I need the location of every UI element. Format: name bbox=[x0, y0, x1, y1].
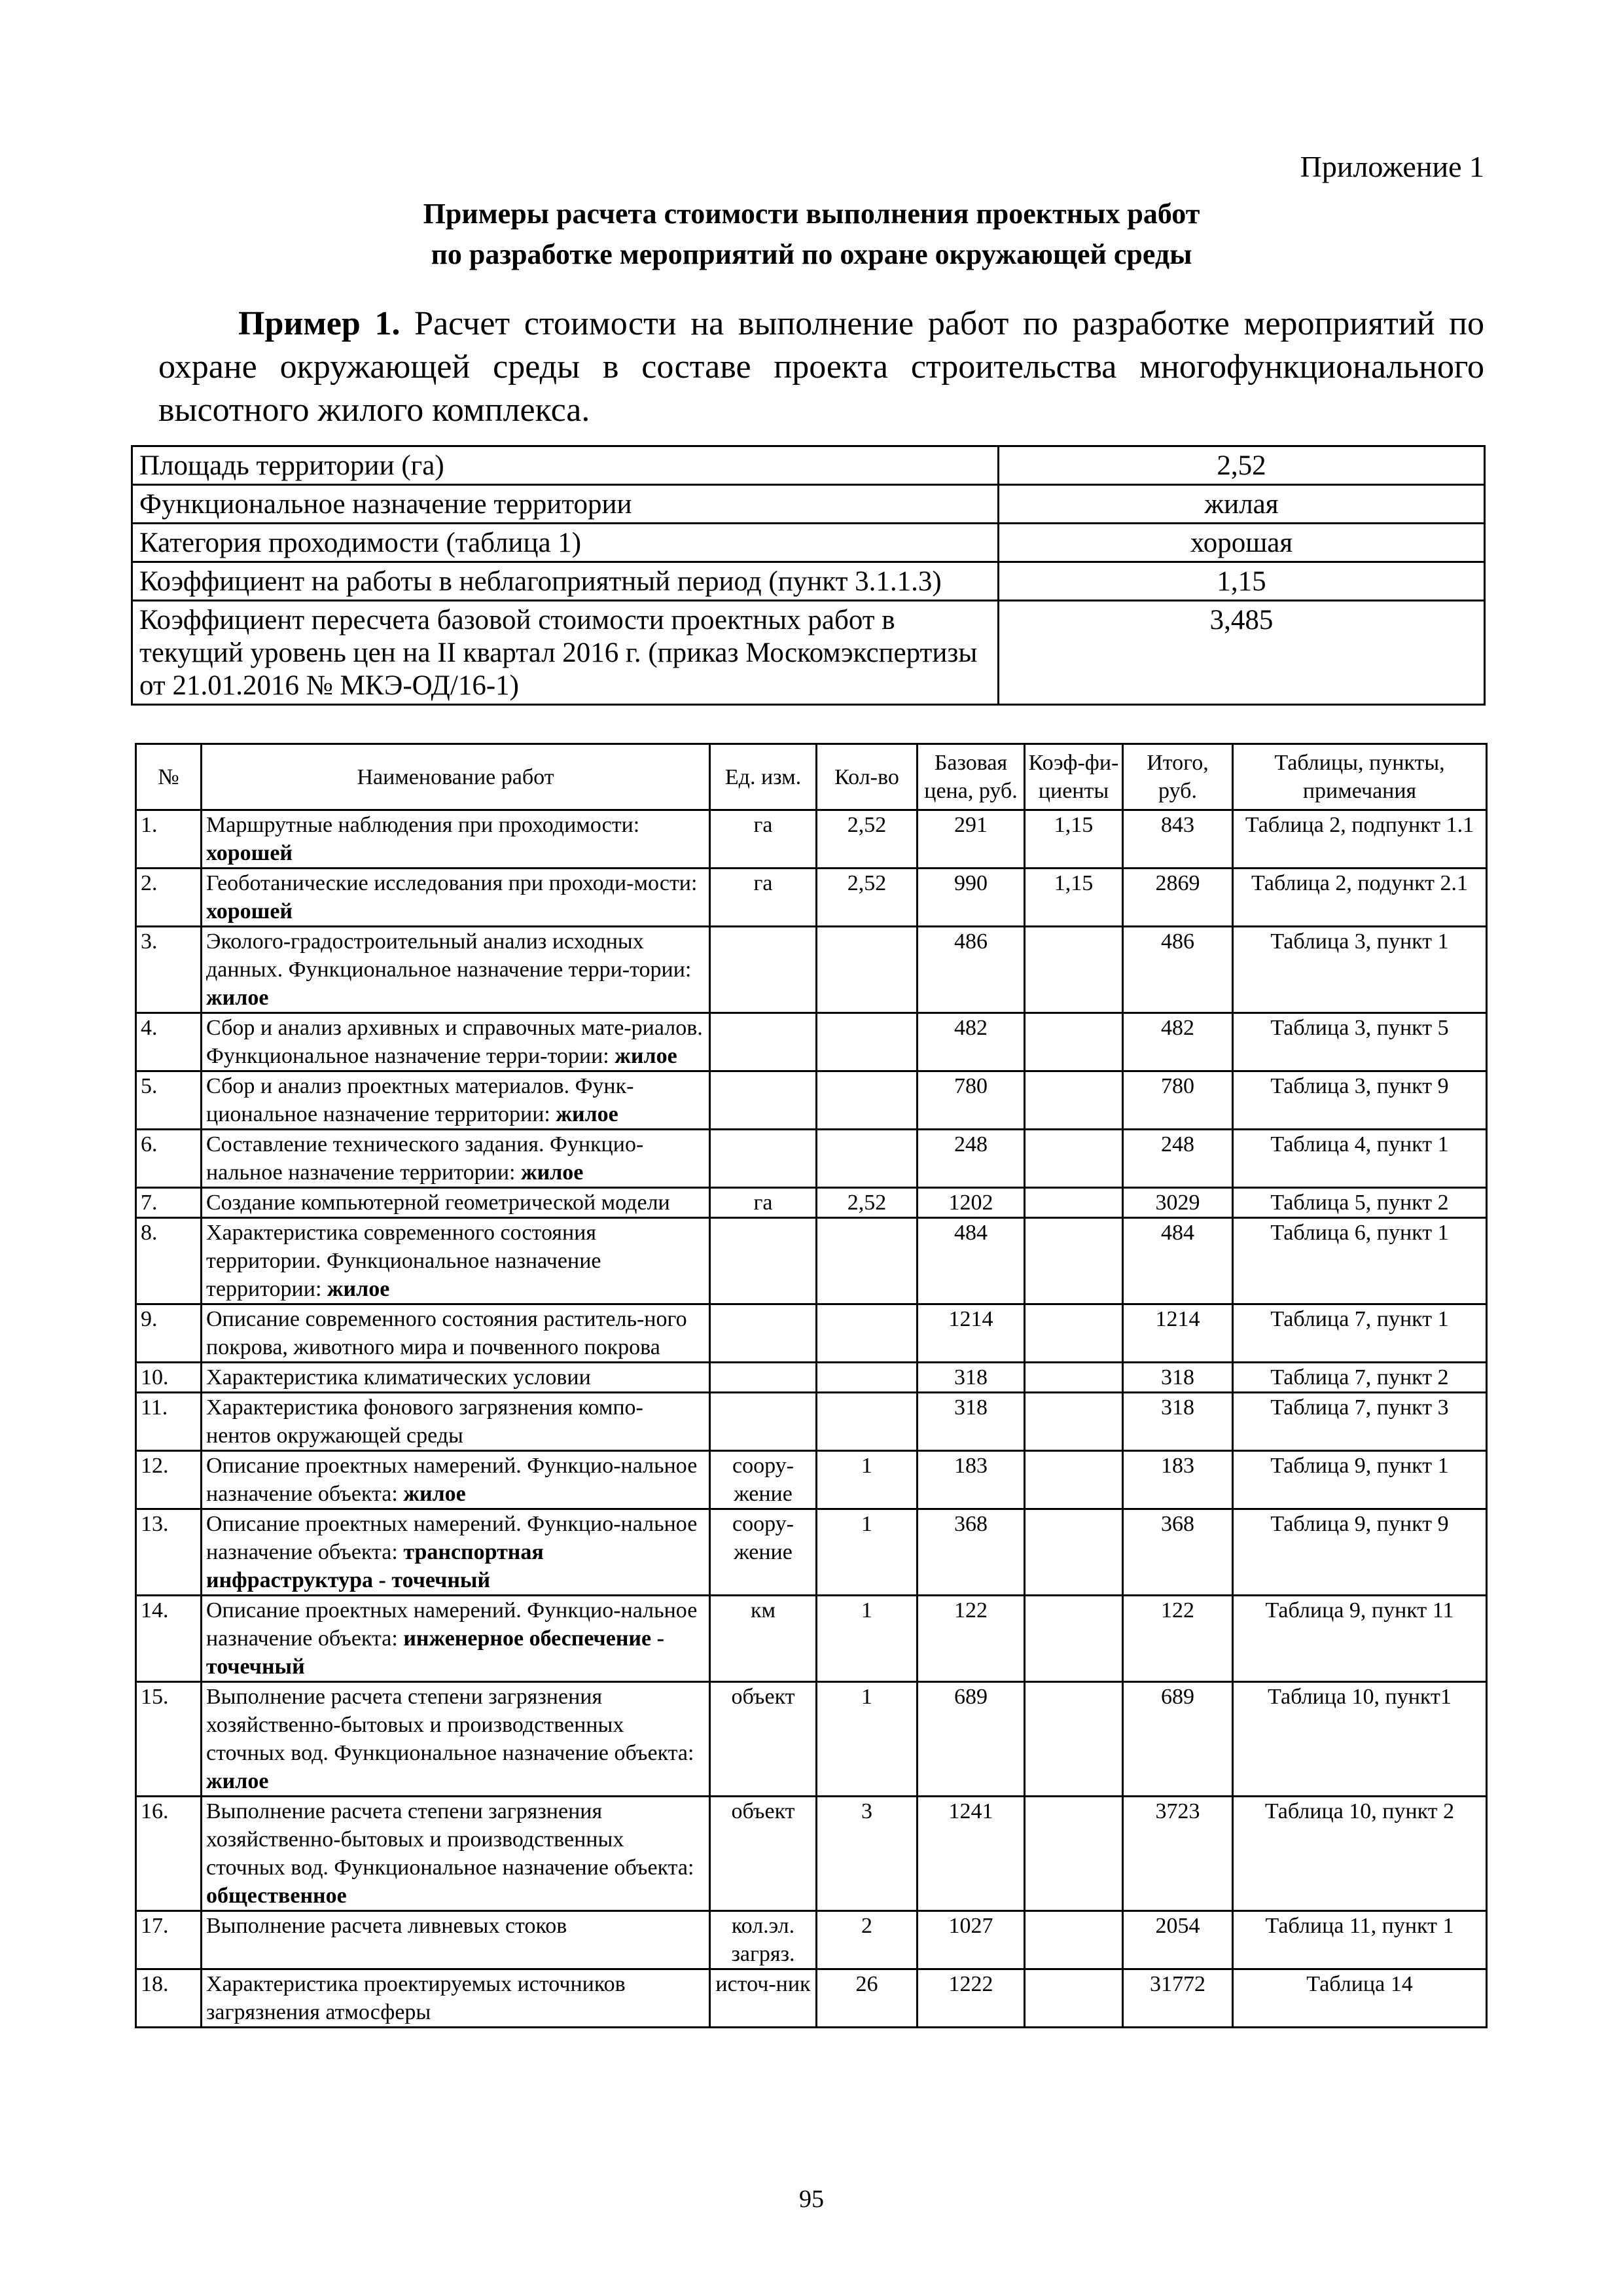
row-num: 13. bbox=[136, 1509, 202, 1596]
work-name-text: Маршрутные наблюдения при проходимости: bbox=[206, 813, 640, 837]
work-name-text: Характеристика современного состояния территории. Функциональное назначение территории: bbox=[206, 1221, 601, 1301]
work-name-emphasis: жилое bbox=[615, 1044, 677, 1068]
parameter-row bbox=[132, 485, 1485, 524]
work-name-text: Описание проектных намерений. Функцио-нальное назначение объекта: bbox=[206, 1598, 698, 1651]
row-coefficient bbox=[1025, 1130, 1123, 1188]
work-name-emphasis: общественное bbox=[206, 1884, 347, 1908]
row-base-price: 482 bbox=[918, 1013, 1025, 1071]
row-name bbox=[202, 1911, 710, 1969]
row-reference: Таблица 10, пункт 2 bbox=[1233, 1797, 1487, 1911]
work-name-emphasis: жилое bbox=[403, 1482, 466, 1506]
work-name-text: Выполнение расчета ливневых стоков bbox=[206, 1914, 567, 1938]
row-unit bbox=[710, 1393, 817, 1451]
row-name bbox=[202, 927, 710, 1013]
row-num: 9. bbox=[136, 1304, 202, 1363]
row-coefficient: 1,15 bbox=[1025, 810, 1123, 869]
row-qty: 26 bbox=[817, 1969, 918, 2028]
work-name-emphasis: жилое bbox=[206, 986, 269, 1010]
header-references: Таблицы, пункты, примечания bbox=[1233, 744, 1487, 810]
row-total: 2054 bbox=[1123, 1911, 1233, 1969]
table-row bbox=[136, 1013, 1487, 1071]
row-total: 780 bbox=[1123, 1071, 1233, 1130]
row-num: 6. bbox=[136, 1130, 202, 1188]
row-qty bbox=[817, 1013, 918, 1071]
work-name-emphasis: транспортная инфраструктура - точечный bbox=[206, 1540, 544, 1592]
row-coefficient bbox=[1025, 1596, 1123, 1682]
row-base-price: 486 bbox=[918, 927, 1025, 1013]
page-number: 95 bbox=[799, 2185, 824, 2213]
row-coefficient bbox=[1025, 1188, 1123, 1218]
row-total: 2869 bbox=[1123, 869, 1233, 927]
row-reference: Таблица 9, пункт 11 bbox=[1233, 1596, 1487, 1682]
row-qty: 1 bbox=[817, 1451, 918, 1509]
row-base-price: 1202 bbox=[918, 1188, 1025, 1218]
parameter-label: Функциональное назначение территории bbox=[132, 485, 999, 524]
row-qty bbox=[817, 1130, 918, 1188]
work-name-emphasis: жилое bbox=[206, 1769, 269, 1793]
row-base-price: 1222 bbox=[918, 1969, 1025, 2028]
row-total: 843 bbox=[1123, 810, 1233, 869]
row-name bbox=[202, 1013, 710, 1071]
table-row bbox=[136, 810, 1487, 869]
row-name bbox=[202, 1188, 710, 1218]
row-unit: объект bbox=[710, 1797, 817, 1911]
row-num: 1. bbox=[136, 810, 202, 869]
row-coefficient bbox=[1025, 1013, 1123, 1071]
row-reference: Таблица 10, пункт1 bbox=[1233, 1682, 1487, 1797]
row-num: 14. bbox=[136, 1596, 202, 1682]
table-row bbox=[136, 1188, 1487, 1218]
row-qty: 2 bbox=[817, 1911, 918, 1969]
title-line-1: Примеры расчета стоимости выполнения проектных работ bbox=[423, 198, 1200, 230]
work-name-emphasis: инженерное обеспечение - точечный bbox=[206, 1626, 664, 1679]
row-base-price: 318 bbox=[918, 1363, 1025, 1393]
row-total: 368 bbox=[1123, 1509, 1233, 1596]
row-base-price: 122 bbox=[918, 1596, 1025, 1682]
row-coefficient bbox=[1025, 1071, 1123, 1130]
cost-calculation-table bbox=[135, 743, 1488, 2028]
row-name bbox=[202, 1304, 710, 1363]
row-unit bbox=[710, 1218, 817, 1304]
parameter-value: жилая bbox=[999, 485, 1485, 524]
work-name-text: Составление технического задания. Функцио-нальное назначение территории: bbox=[206, 1132, 644, 1185]
row-unit: источ-ник bbox=[710, 1969, 817, 2028]
row-name bbox=[202, 810, 710, 869]
row-reference: Таблица 6, пункт 1 bbox=[1233, 1218, 1487, 1304]
row-total: 3029 bbox=[1123, 1188, 1233, 1218]
row-name bbox=[202, 1218, 710, 1304]
table-row bbox=[136, 1509, 1487, 1596]
row-unit bbox=[710, 927, 817, 1013]
row-name bbox=[202, 1393, 710, 1451]
row-name bbox=[202, 1363, 710, 1393]
row-unit: объект bbox=[710, 1682, 817, 1797]
row-reference: Таблица 2, подпункт 1.1 bbox=[1233, 810, 1487, 869]
header-num: № bbox=[136, 744, 202, 810]
row-name bbox=[202, 1797, 710, 1911]
row-qty bbox=[817, 927, 918, 1013]
row-coefficient bbox=[1025, 1911, 1123, 1969]
table-header-row bbox=[136, 744, 1487, 810]
work-name-text: Выполнение расчета степени загрязнения хозяйственно-бытовых и производственных сточных вод. Функциональное назначение объекта: bbox=[206, 1685, 694, 1765]
parameter-row bbox=[132, 601, 1485, 705]
row-reference: Таблица 2, подункт 2.1 bbox=[1233, 869, 1487, 927]
row-total: 486 bbox=[1123, 927, 1233, 1013]
table-row bbox=[136, 1363, 1487, 1393]
row-num: 11. bbox=[136, 1393, 202, 1451]
row-name bbox=[202, 1071, 710, 1130]
row-num: 3. bbox=[136, 927, 202, 1013]
row-unit: соору-жение bbox=[710, 1509, 817, 1596]
row-total: 183 bbox=[1123, 1451, 1233, 1509]
row-qty bbox=[817, 1393, 918, 1451]
table-row bbox=[136, 1393, 1487, 1451]
parameter-label: Категория проходимости (таблица 1) bbox=[132, 524, 999, 562]
row-total: 318 bbox=[1123, 1363, 1233, 1393]
title-line-2: по разработке мероприятий по охране окружающей среды bbox=[431, 238, 1192, 270]
row-base-price: 183 bbox=[918, 1451, 1025, 1509]
row-base-price: 1214 bbox=[918, 1304, 1025, 1363]
row-name bbox=[202, 1509, 710, 1596]
table-row bbox=[136, 1596, 1487, 1682]
row-num: 16. bbox=[136, 1797, 202, 1911]
row-qty bbox=[817, 1363, 918, 1393]
table-row bbox=[136, 1969, 1487, 2028]
row-unit bbox=[710, 1363, 817, 1393]
row-coefficient bbox=[1025, 927, 1123, 1013]
parameter-label: Коэффициент пересчета базовой стоимости проектных работ в текущий уровень цен на II квартал 2016 г. (приказ Москомэкспертизы от 21.01.2016 № МКЭ-ОД/16-1) bbox=[132, 601, 999, 705]
row-reference: Таблица 4, пункт 1 bbox=[1233, 1130, 1487, 1188]
row-reference: Таблица 7, пункт 3 bbox=[1233, 1393, 1487, 1451]
row-name bbox=[202, 1130, 710, 1188]
row-total: 318 bbox=[1123, 1393, 1233, 1451]
row-name bbox=[202, 1682, 710, 1797]
row-base-price: 689 bbox=[918, 1682, 1025, 1797]
row-qty: 3 bbox=[817, 1797, 918, 1911]
header-qty: Кол-во bbox=[817, 744, 918, 810]
row-coefficient: 1,15 bbox=[1025, 869, 1123, 927]
row-reference: Таблица 9, пункт 1 bbox=[1233, 1451, 1487, 1509]
work-name-text: Описание проектных намерений. Функцио-нальное назначение объекта: bbox=[206, 1454, 698, 1506]
row-coefficient bbox=[1025, 1969, 1123, 2028]
row-base-price: 484 bbox=[918, 1218, 1025, 1304]
row-num: 2. bbox=[136, 869, 202, 927]
row-num: 10. bbox=[136, 1363, 202, 1393]
table-row bbox=[136, 1682, 1487, 1797]
row-coefficient bbox=[1025, 1393, 1123, 1451]
table-row bbox=[136, 927, 1487, 1013]
row-qty: 2,52 bbox=[817, 869, 918, 927]
row-qty bbox=[817, 1071, 918, 1130]
row-total: 3723 bbox=[1123, 1797, 1233, 1911]
row-num: 12. bbox=[136, 1451, 202, 1509]
row-total: 122 bbox=[1123, 1596, 1233, 1682]
row-coefficient bbox=[1025, 1682, 1123, 1797]
parameter-value: 3,485 bbox=[999, 601, 1485, 705]
row-base-price: 318 bbox=[918, 1393, 1025, 1451]
parameter-value: хорошая bbox=[999, 524, 1485, 562]
work-name-text: Эколого-градостроительный анализ исходных данных. Функциональное назначение терри-тории: bbox=[206, 929, 692, 982]
row-reference: Таблица 5, пункт 2 bbox=[1233, 1188, 1487, 1218]
row-unit: соору-жение bbox=[710, 1451, 817, 1509]
row-total: 1214 bbox=[1123, 1304, 1233, 1363]
row-qty: 2,52 bbox=[817, 810, 918, 869]
row-reference: Таблица 11, пункт 1 bbox=[1233, 1911, 1487, 1969]
row-reference: Таблица 14 bbox=[1233, 1969, 1487, 2028]
row-base-price: 1027 bbox=[918, 1911, 1025, 1969]
header-name: Наименование работ bbox=[202, 744, 710, 810]
row-reference: Таблица 3, пункт 5 bbox=[1233, 1013, 1487, 1071]
page-title bbox=[0, 194, 1623, 275]
parameter-label: Площадь территории (га) bbox=[132, 446, 999, 485]
row-num: 18. bbox=[136, 1969, 202, 2028]
work-name-text: Создание компьютерной геометрической модели bbox=[206, 1191, 670, 1215]
row-num: 4. bbox=[136, 1013, 202, 1071]
work-name-emphasis: жилое bbox=[520, 1160, 584, 1185]
work-name-text: Характеристика проектируемых источников загрязнения атмосферы bbox=[206, 1972, 626, 2024]
work-name-text: Сбор и анализ проектных материалов. Функ-циональное назначение территории: bbox=[206, 1074, 634, 1126]
parameter-value: 2,52 bbox=[999, 446, 1485, 485]
parameter-row bbox=[132, 524, 1485, 562]
header-unit: Ед. изм. bbox=[710, 744, 817, 810]
row-base-price: 990 bbox=[918, 869, 1025, 927]
row-num: 5. bbox=[136, 1071, 202, 1130]
work-name-text: Характеристика климатических условии bbox=[206, 1365, 591, 1390]
row-name bbox=[202, 1596, 710, 1682]
example-text: Расчет стоимости на выполнение работ по разработке мероприятий по охране окружающей среды в составе проекта строительства многофункционального высотного жилого комплекса. bbox=[158, 305, 1485, 429]
row-num: 15. bbox=[136, 1682, 202, 1797]
table-row bbox=[136, 1071, 1487, 1130]
header-base-price: Базовая цена, руб. bbox=[918, 744, 1025, 810]
row-coefficient bbox=[1025, 1363, 1123, 1393]
parameter-label: Коэффициент на работы в неблагоприятный период (пункт 3.1.1.3) bbox=[132, 562, 999, 601]
row-reference: Таблица 7, пункт 2 bbox=[1233, 1363, 1487, 1393]
row-name bbox=[202, 1969, 710, 2028]
parameter-value: 1,15 bbox=[999, 562, 1485, 601]
row-reference: Таблица 3, пункт 1 bbox=[1233, 927, 1487, 1013]
row-unit: га bbox=[710, 1188, 817, 1218]
row-num: 7. bbox=[136, 1188, 202, 1218]
row-qty: 1 bbox=[817, 1509, 918, 1596]
example-label: Пример 1. bbox=[238, 305, 401, 342]
row-total: 248 bbox=[1123, 1130, 1233, 1188]
table-row bbox=[136, 1304, 1487, 1363]
row-unit bbox=[710, 1071, 817, 1130]
row-base-price: 368 bbox=[918, 1509, 1025, 1596]
row-reference: Таблица 3, пункт 9 bbox=[1233, 1071, 1487, 1130]
work-name-text: Выполнение расчета степени загрязнения хозяйственно-бытовых и производственных сточных вод. Функциональное назначение объекта: bbox=[206, 1799, 694, 1880]
row-unit: кол.эл. загряз. bbox=[710, 1911, 817, 1969]
row-qty bbox=[817, 1304, 918, 1363]
work-name-emphasis: хорошей bbox=[206, 841, 293, 865]
row-total: 689 bbox=[1123, 1682, 1233, 1797]
row-unit bbox=[710, 1130, 817, 1188]
row-qty: 1 bbox=[817, 1682, 918, 1797]
row-num: 17. bbox=[136, 1911, 202, 1969]
row-base-price: 248 bbox=[918, 1130, 1025, 1188]
row-reference: Таблица 7, пункт 1 bbox=[1233, 1304, 1487, 1363]
row-base-price: 780 bbox=[918, 1071, 1025, 1130]
row-qty bbox=[817, 1218, 918, 1304]
row-num: 8. bbox=[136, 1218, 202, 1304]
parameters-table bbox=[131, 445, 1486, 706]
table-row bbox=[136, 1218, 1487, 1304]
row-coefficient bbox=[1025, 1218, 1123, 1304]
row-base-price: 1241 bbox=[918, 1797, 1025, 1911]
table-row bbox=[136, 1130, 1487, 1188]
work-name-emphasis: жилое bbox=[327, 1277, 390, 1301]
work-name-text: Сбор и анализ архивных и справочных мате-риалов. Функциональное назначение терри-тории: bbox=[206, 1016, 703, 1068]
row-reference: Таблица 9, пункт 9 bbox=[1233, 1509, 1487, 1596]
row-unit: км bbox=[710, 1596, 817, 1682]
table-row bbox=[136, 869, 1487, 927]
work-name-text: Геоботанические исследования при проходи-мости: bbox=[206, 871, 698, 895]
header-total: Итого, руб. bbox=[1123, 744, 1233, 810]
row-total: 484 bbox=[1123, 1218, 1233, 1304]
row-coefficient bbox=[1025, 1797, 1123, 1911]
row-unit bbox=[710, 1013, 817, 1071]
row-name bbox=[202, 869, 710, 927]
example-paragraph bbox=[158, 302, 1484, 432]
parameter-row bbox=[132, 562, 1485, 601]
row-unit bbox=[710, 1304, 817, 1363]
row-coefficient bbox=[1025, 1509, 1123, 1596]
row-unit: га bbox=[710, 869, 817, 927]
table-row bbox=[136, 1911, 1487, 1969]
row-qty: 2,52 bbox=[817, 1188, 918, 1218]
parameter-row bbox=[132, 446, 1485, 485]
work-name-emphasis: жилое bbox=[556, 1102, 618, 1126]
row-total: 482 bbox=[1123, 1013, 1233, 1071]
table-row bbox=[136, 1797, 1487, 1911]
row-total: 31772 bbox=[1123, 1969, 1233, 2028]
row-name bbox=[202, 1451, 710, 1509]
table-row bbox=[136, 1451, 1487, 1509]
row-unit: га bbox=[710, 810, 817, 869]
row-base-price: 291 bbox=[918, 810, 1025, 869]
work-name-text: Описание современного состояния раститель-ного покрова, животного мира и почвенного покрова bbox=[206, 1307, 687, 1359]
row-coefficient bbox=[1025, 1451, 1123, 1509]
appendix-label: Приложение 1 bbox=[1300, 150, 1484, 183]
work-name-text: Характеристика фонового загрязнения компо-нентов окружающей среды bbox=[206, 1395, 643, 1448]
row-coefficient bbox=[1025, 1304, 1123, 1363]
header-coefficients: Коэф-фи-циенты bbox=[1025, 744, 1123, 810]
work-name-text: Описание проектных намерений. Функцио-нальное назначение объекта: bbox=[206, 1512, 698, 1564]
work-name-emphasis: хорошей bbox=[206, 899, 293, 924]
row-qty: 1 bbox=[817, 1596, 918, 1682]
